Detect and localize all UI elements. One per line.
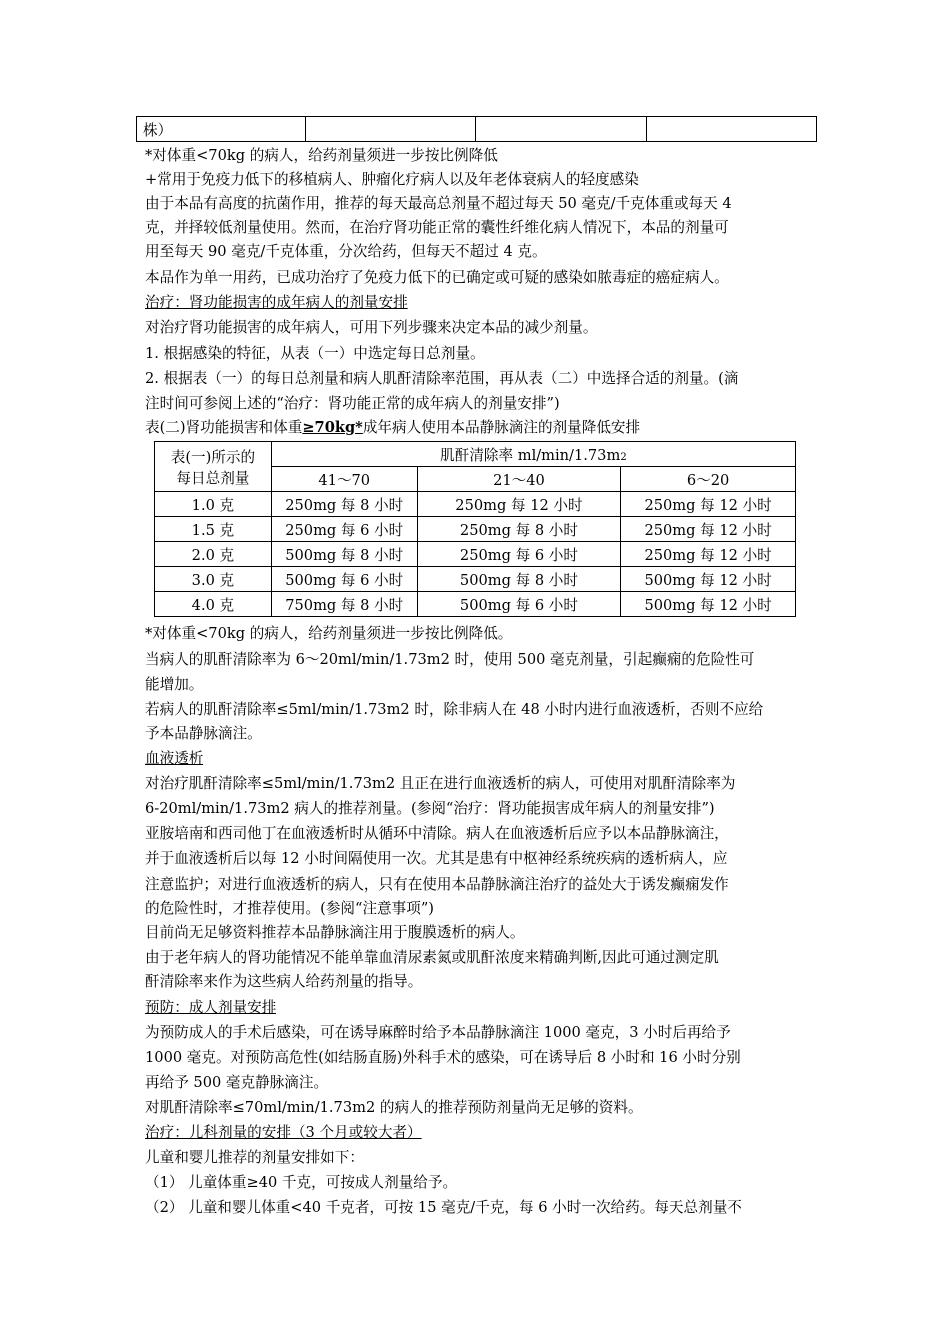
table-cell: 500mg 每 6 小时 [271, 567, 417, 592]
table-cell: 500mg 每 8 小时 [417, 567, 621, 592]
table-cell: 500mg 每 8 小时 [271, 542, 417, 567]
table-row [155, 592, 796, 617]
table-cell: 500mg 每 6 小时 [417, 592, 621, 617]
section-heading: 预防：成人剂量安排 [145, 999, 277, 1016]
dose-reduction-table [154, 441, 796, 617]
header-range: 41～70 [271, 467, 417, 492]
header-range: 21～40 [417, 467, 621, 492]
text-line: 并于血液透析后以每 12 小时间隔使用一次。尤其是患有中枢神经系统疾病的透析病人，应 [145, 850, 728, 867]
section-heading: 治疗：肾功能损害的成年病人的剂量安排 [145, 294, 408, 311]
header-line: 每日总剂量 [176, 469, 250, 487]
text-line: 2. 根据表（一）的每日总剂量和病人肌酐清除率范围，再从表（二）中选择合适的剂量。(滴 [145, 370, 739, 387]
table-cell: 250mg 每 12 小时 [621, 517, 796, 542]
table-cell: 1.5 克 [155, 517, 272, 542]
table-cell: 500mg 每 12 小时 [621, 592, 796, 617]
text-line: 用至每天 90 毫克/千克体重，分次给药，但每天不超过 4 克。 [145, 243, 547, 260]
text-line: 对肌酐清除率≤70ml/min/1.73m2 的病人的推荐预防剂量尚无足够的资料。 [145, 1099, 643, 1116]
table-row [155, 492, 796, 517]
table-cell: 250mg 每 8 小时 [417, 517, 621, 542]
text-line: 当病人的肌酐清除率为 6～20ml/min/1.73m2 时，使用 500 毫克剂量，引起癫痫的危险性可 [145, 651, 755, 668]
text-line: 对治疗肌酐清除率≤5ml/min/1.73m2 且正在进行血液透析的病人，可使用对肌酐清除率为 [145, 775, 736, 792]
text-line: *对体重<70kg 的病人，给药剂量须进一步按比例降低 [145, 147, 498, 164]
header-clearance-text: 肌酐清除率 ml/min/1.73m [440, 446, 621, 464]
section-heading: 治疗：儿科剂量的安排（3 个月或较大者） [145, 1124, 422, 1141]
text-line: 由于本品有高度的抗菌作用，推荐的每天最高总剂量不超过每天 50 毫克/千克体重或每天 4 [145, 195, 732, 212]
table-row [155, 567, 796, 592]
header-daily-dose [155, 442, 272, 492]
table-cell: 250mg 每 12 小时 [621, 492, 796, 517]
text-line: 儿童和婴儿推荐的剂量安排如下： [145, 1149, 364, 1166]
text-line: 再给予 500 毫克静脉滴注。 [145, 1074, 329, 1091]
text-line: *对体重<70kg 的病人，给药剂量须进一步按比例降低。 [145, 625, 513, 642]
table-cell [646, 117, 816, 142]
table-row [155, 542, 796, 567]
table-cell: 3.0 克 [155, 567, 272, 592]
header-clearance-sub: 2 [620, 451, 627, 463]
text-line: （2） 儿童和婴儿体重<40 千克者，可按 15 毫克/千克，每 6 小时一次给药。每天总剂量不 [145, 1199, 742, 1216]
text-line: 1. 根据感染的特征，从表（一）中选定每日总剂量。 [145, 345, 485, 362]
table-cell: 250mg 每 8 小时 [271, 492, 417, 517]
table-header-row [155, 442, 796, 467]
table-row [137, 117, 817, 142]
table-cell: 250mg 每 12 小时 [621, 542, 796, 567]
header-range: 6～20 [621, 467, 796, 492]
text-line: 酐清除率来作为这些病人给药剂量的指导。 [145, 973, 423, 990]
header-line: 表(一)所示的 [170, 448, 256, 466]
caption-suffix: 成年病人使用本品静脉滴注的剂量降低安排 [362, 419, 641, 436]
text-line: 克，并择较低剂量使用。然而，在治疗肾功能正常的囊性纤维化病人情况下，本品的剂量可 [145, 219, 729, 236]
text-line: 注时间可参阅上述的“治疗：肾功能正常的成年病人的剂量安排”) [145, 395, 560, 412]
text-line: 若病人的肌酐清除率≤5ml/min/1.73m2 时，除非病人在 48 小时内进行血液透析，否则不应给 [145, 701, 764, 718]
table-cell: 250mg 每 6 小时 [271, 517, 417, 542]
text-line: +常用于免疫力低下的移植病人、肿瘤化疗病人以及年老体衰病人的轻度感染 [145, 171, 639, 188]
text-line: 由于老年病人的肾功能情况不能单靠血清尿素氮或肌酐浓度来精确判断,因此可通过测定肌 [145, 949, 719, 966]
text-line: 1000 毫克。对预防高危性(如结肠直肠)外科手术的感染，可在诱导后 8 小时和 16 小时分别 [145, 1049, 741, 1066]
table-cell: 250mg 每 12 小时 [417, 492, 621, 517]
table-cell: 250mg 每 6 小时 [417, 542, 621, 567]
text-line: 注意监护；对进行血液透析的病人，只有在使用本品静脉滴注治疗的益处大于诱发癫痫发作 [145, 876, 729, 893]
text-line: （1） 儿童体重≥40 千克，可按成人剂量给予。 [145, 1174, 458, 1191]
header-clearance [271, 442, 795, 467]
table-cell [476, 117, 646, 142]
table-cell: 1.0 克 [155, 492, 272, 517]
section-heading: 血液透析 [145, 750, 204, 767]
continued-table [136, 116, 817, 142]
text-line: 6-20ml/min/1.73m2 病人的推荐剂量。(参阅“治疗：肾功能损害成年病人的剂量安排”) [145, 800, 715, 817]
text-line: 本品作为单一用药，已成功治疗了免疫力低下的已确定或可疑的感染如脓毒症的癌症病人。 [145, 269, 729, 286]
table-cell: 4.0 克 [155, 592, 272, 617]
text-line: 能增加。 [145, 676, 204, 693]
text-line: 为预防成人的手术后感染，可在诱导麻醉时给予本品静脉滴注 1000 毫克，3 小时后再给予 [145, 1024, 731, 1041]
table-cell: 株） [137, 117, 306, 142]
text-line: 亚胺培南和西司他丁在血液透析时从循环中清除。病人在血液透析后应予以本品静脉滴注， [145, 825, 729, 842]
table-cell [305, 117, 475, 142]
table-caption [145, 417, 815, 439]
text-line: 的危险性时，才推荐使用。(参阅“注意事项”) [145, 900, 434, 917]
table-cell: 500mg 每 12 小时 [621, 567, 796, 592]
text-line: 对治疗肾功能损害的成年病人，可用下列步骤来决定本品的减少剂量。 [145, 319, 598, 336]
text-line: 目前尚无足够资料推荐本品静脉滴注用于腹膜透析的病人。 [145, 924, 525, 941]
caption-bold: ≥70kg* [302, 419, 363, 436]
table-cell: 750mg 每 8 小时 [271, 592, 417, 617]
table-cell: 2.0 克 [155, 542, 272, 567]
caption-prefix: 表(二)肾功能损害和体重 [145, 419, 303, 436]
text-line: 予本品静脉滴注。 [145, 725, 262, 742]
table-row [155, 517, 796, 542]
